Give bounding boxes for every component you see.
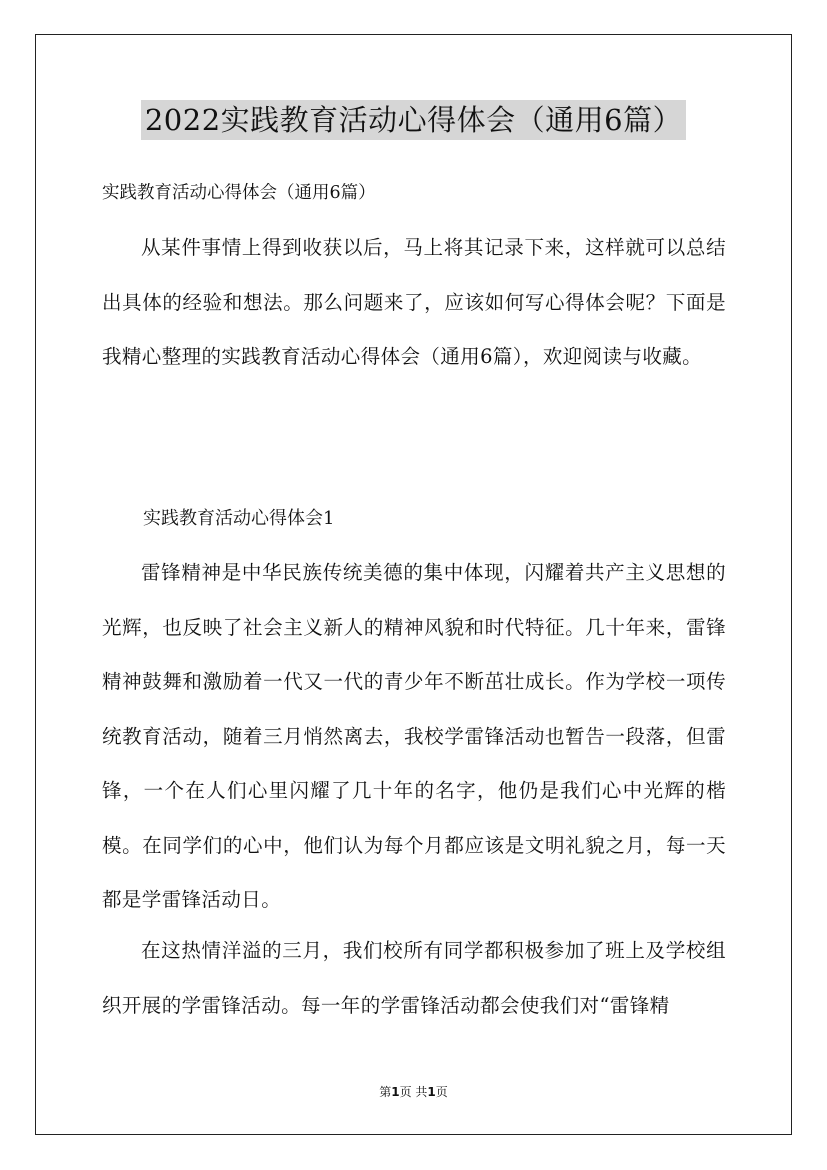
section-paragraph: 雷锋精神是中华民族传统美德的集中体现，闪耀着共产主义思想的光辉，也反映了社会主义新人的精神风貌和时代特征。几十年来，雷锋精神鼓舞和激励着一代又一代的青少年不断茁壮成长。作为学校一项传统教育活动，随着三月悄然离去，我校学雷锋活动也暂告一段落，但雷锋，一个在人们心里闪耀了几十年的名字，他仍是我们心中光辉的楷模。在同学们的心中，他们认为每个月都应该是文明礼貌之月，每一天都是学雷锋活动日。 xyxy=(102,561,726,911)
footer-total-pages: 1 xyxy=(427,1085,436,1099)
title-container xyxy=(0,100,827,140)
document-title: 2022实践教育活动心得体会（通用6篇） xyxy=(141,100,686,140)
footer-current-page: 1 xyxy=(391,1085,400,1099)
section-paragraph: 在这热情洋溢的三月，我们校所有同学都积极参加了班上及学校组织开展的学雷锋活动。每一年的学雷锋活动都会使我们对“雷锋精 xyxy=(102,939,726,1017)
footer-prefix: 第 xyxy=(379,1085,392,1099)
document-subtitle: 实践教育活动心得体会（通用6篇） xyxy=(102,183,376,203)
section-heading: 实践教育活动心得体会1 xyxy=(143,508,335,529)
footer-suffix: 页 xyxy=(435,1085,448,1099)
footer-mid: 页 共 xyxy=(399,1085,428,1099)
intro-paragraph: 从某件事情上得到收获以后，马上将其记录下来，这样就可以总结出具体的经验和想法。那么问题来了，应该如何写心得体会呢？下面是我精心整理的实践教育活动心得体会（通用6篇），欢迎阅读与收藏。 xyxy=(102,236,726,368)
page-footer xyxy=(0,1082,827,1102)
